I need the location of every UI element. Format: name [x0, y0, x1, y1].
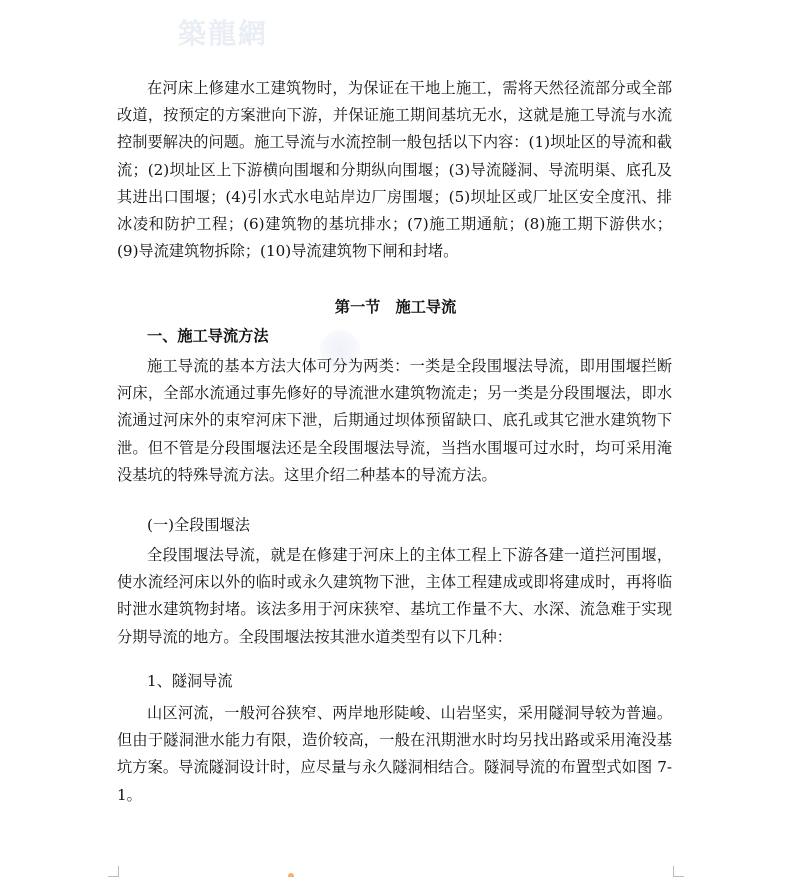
full-cofferdam-paragraph: 全段围堰法导流，就是在修建于河床上的主体工程上下游各建一道拦河围堰，使水流经河床以外的临时或永久建筑物下泄，主体工程建成或即将建成时，再将临时泄水建筑物封堵。该法多用于河床狭窄、基坑工作量不大、水深、流急难于实现分期导流的地方。全段围堰法按其泄水道类型有以下几种： [117, 546, 672, 646]
watermark-logo: 築龍網 [178, 17, 269, 50]
tunnel-paragraph: 山区河流，一般河谷狭窄、两岸地形陡峻、山岩坚实，采用隧洞导较为普遍。但由于隧洞泄水能力有限，造价较高，一般在汛期泄水时均另找出路或采用淹没基坑方案。导流隧洞设计时，应尽量与永久隧洞相结合。隧洞导流的布置型式如图 7-1。 [117, 704, 672, 804]
subheading-tunnel-diversion: 1、隧洞导流 [147, 672, 233, 690]
section-title: 第一节 施工导流 [334, 298, 457, 316]
full-cofferdam-block [117, 542, 672, 651]
page-corner-mark-right [673, 866, 684, 877]
page-marker [288, 873, 294, 877]
intro-paragraph: 在河床上修建水工建筑物时，为保证在干地上施工，需将天然径流部分或全部改道，按预定的方案泄向下游，并保证施工期间基坑无水，这就是施工导流与水流控制要解决的问题。施工导流与水流控制一般包括以下内容：(1)坝址区的导流和截流；(2)坝址区上下游横向围堰和分期纵向围堰；(3)导流隧洞、导流明渠、底孔及其进出口围堰；(4)引水式水电站岸边厂房围堰；(5)坝址区或厂址区安全度汛、排冰凌和防护工程；(6)建筑物的基坑排水；(7)施工期通航；(8)施工期下游供水；(9)导流建筑物拆除；(10)导流建筑物下闸和封堵。 [117, 79, 672, 261]
methods-block [117, 353, 672, 489]
heading-construction-diversion-methods: 一、施工导流方法 [147, 327, 269, 345]
methods-paragraph: 施工导流的基本方法大体可分为两类：一类是全段围堰法导流，即用围堰拦断河床，全部水流通过事先修好的导流泄水建筑物流走；另一类是分段围堰法，即水流通过河床外的束窄河床下泄，后期通过坝体预留缺口、底孔或其它泄水建筑物下泄。但不管是分段围堰法还是全段围堰法导流，当挡水围堰可过水时，均可采用淹没基坑的特殊导流方法。这里介绍二种基本的导流方法。 [117, 357, 672, 484]
subheading-full-cofferdam: (一)全段围堰法 [147, 516, 250, 534]
tunnel-block [117, 700, 672, 809]
intro-block [117, 75, 672, 265]
page-corner-mark-left [108, 866, 119, 877]
